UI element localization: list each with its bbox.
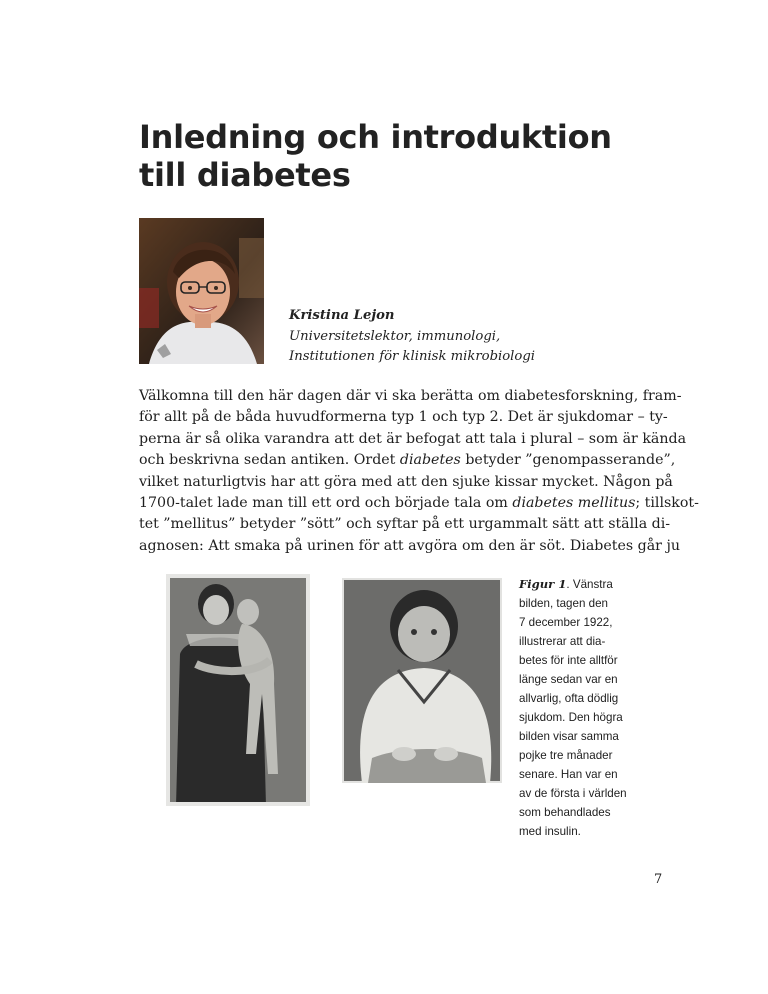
caption-line — [519, 651, 659, 670]
body-text-run: agnosen: Att smaka på urinen för att avgöra om den är söt. Diabetes går ju — [139, 537, 681, 554]
caption-text: betes för inte alltför — [519, 654, 618, 667]
caption-text: pojke tre månader — [519, 749, 613, 762]
body-text-run: Välkomna till den här dagen där vi ska berätta om diabetesforskning, fram- — [139, 388, 682, 404]
caption-line — [519, 784, 659, 803]
caption-text: 7 december 1922, — [519, 616, 613, 629]
body-line — [139, 450, 676, 471]
body-text-run: för allt på de båda huvudformerna typ 1 och typ 2. Det är sjukdomar – ty- — [139, 409, 668, 426]
caption-line — [519, 765, 659, 784]
caption-line — [519, 727, 659, 746]
author-name: Kristina Lejon — [289, 308, 395, 323]
author-role: Universitetslektor, immunologi, — [289, 328, 501, 344]
chapter-title-line-2: till diabetes — [139, 156, 351, 194]
body-line — [139, 536, 681, 557]
body-emphasis: diabetes mellitus — [512, 495, 636, 512]
caption-text: sjukdom. Den högra — [519, 711, 623, 724]
caption-text: med insulin. — [519, 825, 581, 838]
caption-text: allvarlig, ofta dödlig — [519, 692, 619, 705]
body-text-run: tet ”mellitus” betyder ”sött” och syftar på ett urgammalt sätt att ställa di- — [139, 516, 671, 533]
body-emphasis: diabetes — [399, 452, 461, 469]
body-text-run: vilket naturligtvis har att göra med att den sjuke kissar mycket. Någon på — [139, 473, 673, 490]
body-paragraph — [139, 386, 699, 557]
caption-line — [519, 594, 659, 613]
caption-text: . Vänstra — [566, 578, 613, 591]
caption-line — [519, 575, 659, 594]
page-number: 7 — [654, 872, 663, 887]
body-line — [139, 493, 699, 514]
caption-text: senare. Han var en — [519, 768, 618, 781]
body-line — [139, 514, 671, 535]
figure-label: Figur 1 — [519, 577, 567, 591]
caption-text: illustrerar att dia- — [519, 635, 606, 648]
body-line — [139, 407, 668, 428]
author-block — [289, 306, 535, 368]
body-text-run: perna är så olika varandra att det är befogat att tala i plural – som är kända — [139, 430, 687, 447]
body-line — [139, 386, 682, 407]
caption-line — [519, 613, 659, 632]
body-line — [139, 472, 673, 493]
figure-caption — [519, 575, 659, 841]
chapter-title — [139, 118, 659, 194]
caption-text: bilden, tagen den — [519, 597, 608, 610]
author-portrait-photo — [139, 218, 264, 364]
body-text-run: 1700-talet lade man till ett ord och började tala om — [139, 495, 513, 512]
caption-line — [519, 746, 659, 765]
caption-text: av de första i världen — [519, 787, 627, 800]
author-department: Institutionen för klinisk mikrobiologi — [289, 349, 535, 364]
caption-line — [519, 803, 659, 822]
caption-line — [519, 708, 659, 727]
caption-text: bilden visar samma — [519, 730, 619, 743]
caption-line — [519, 632, 659, 651]
body-text-run: ; tillskot- — [635, 495, 699, 512]
caption-text: som behandlades — [519, 806, 611, 819]
caption-text: länge sedan var en — [519, 673, 618, 686]
body-text-run: betyder ”genompasserande”, — [460, 452, 676, 469]
chapter-title-line-1: Inledning och introduktion — [139, 118, 612, 156]
caption-line — [519, 689, 659, 708]
historical-photo-boy-after-insulin — [342, 578, 502, 783]
body-text-run: och beskrivna sedan antiken. Ordet — [139, 452, 400, 469]
caption-line — [519, 670, 659, 689]
historical-photo-mother-and-child — [166, 574, 310, 806]
body-line — [139, 429, 687, 450]
caption-line — [519, 822, 659, 841]
